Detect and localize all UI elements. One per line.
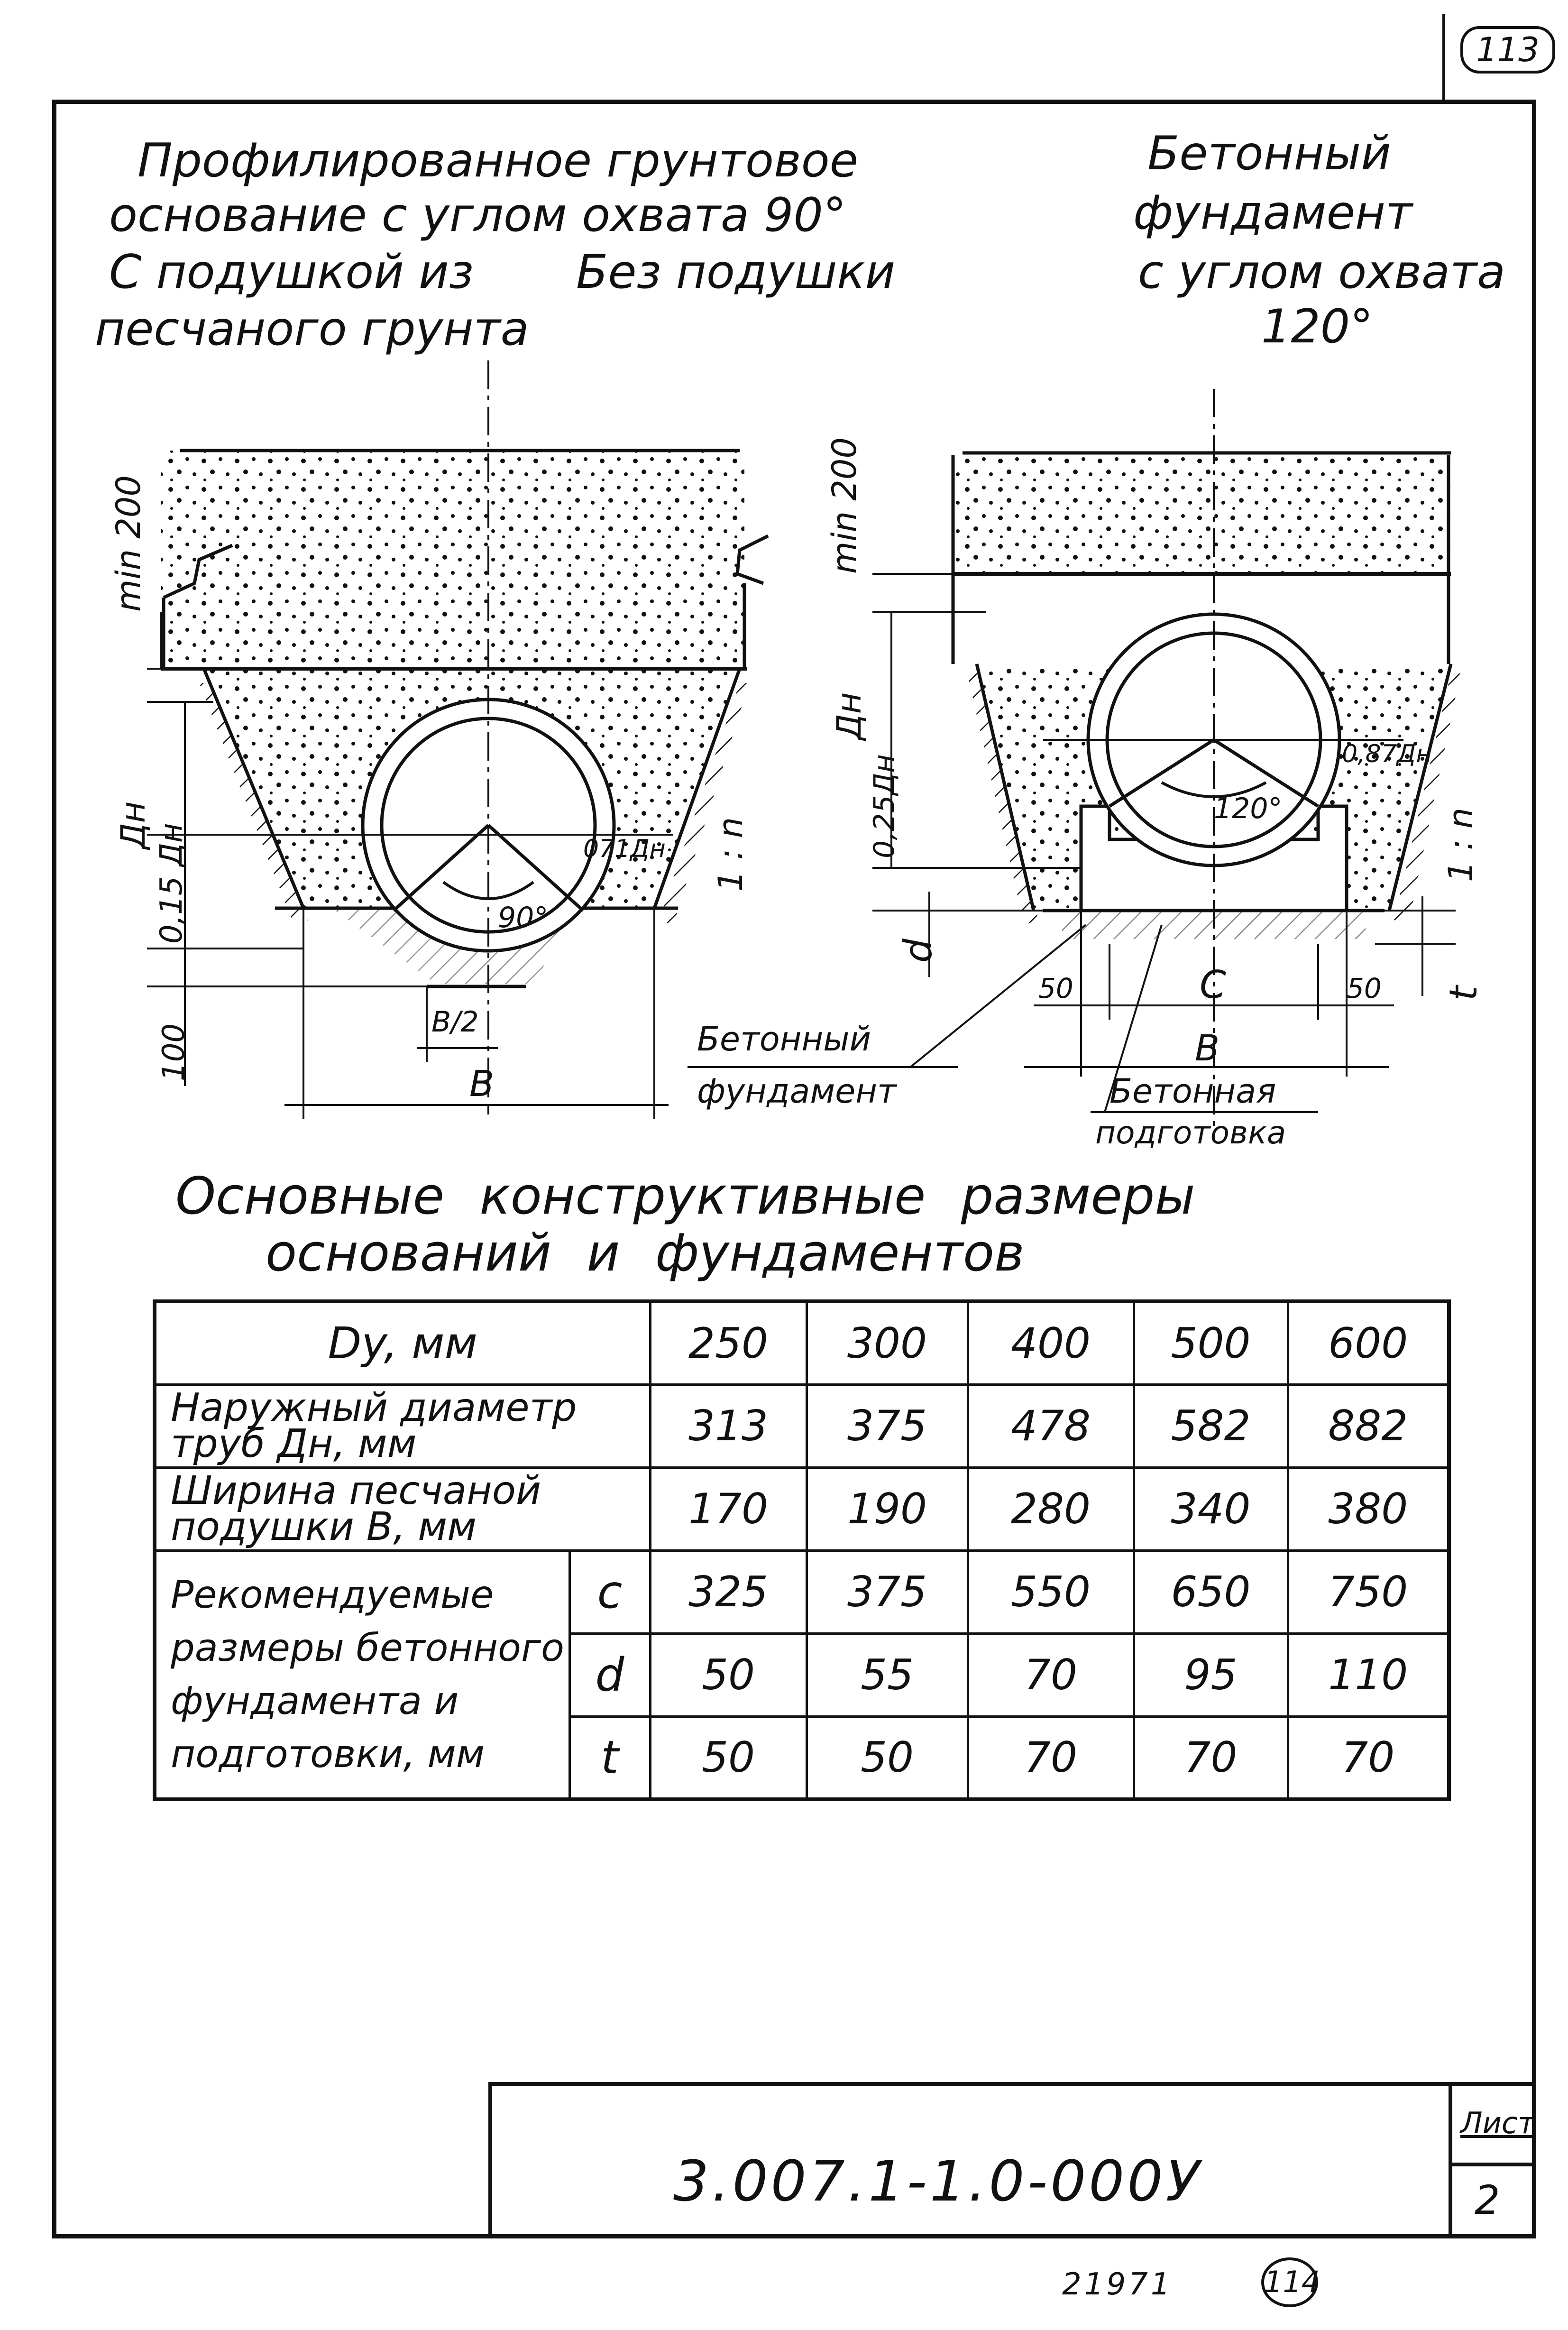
table-cell: 50 xyxy=(650,1716,807,1799)
dim-left-dn: Дн xyxy=(114,801,153,849)
dim-right-50-left: 50 xyxy=(1038,972,1073,1004)
col-header: 250 xyxy=(650,1301,807,1384)
table-cell: 582 xyxy=(1134,1384,1288,1467)
dim-right-50-right: 50 xyxy=(1347,972,1382,1004)
table-cell: 70 xyxy=(968,1716,1134,1799)
label-foundation-2: фундамент xyxy=(697,1072,897,1111)
sheet-number: 2 xyxy=(1475,2177,1500,2223)
table-cell: 55 xyxy=(807,1633,968,1716)
table-cell: 190 xyxy=(807,1467,968,1550)
table-header-row xyxy=(155,1301,1449,1384)
header-left-line2: основание с углом охвата 90° xyxy=(109,188,846,242)
table-cell: 50 xyxy=(650,1633,807,1716)
header-right-line2: фундамент xyxy=(1133,186,1413,240)
table-cell: 70 xyxy=(1288,1716,1449,1799)
table-cell: 95 xyxy=(1134,1633,1288,1716)
header-right-line3: с углом охвата xyxy=(1138,245,1506,299)
table-cell: 750 xyxy=(1288,1550,1449,1633)
table-cell: 325 xyxy=(650,1550,807,1633)
table-cell: 110 xyxy=(1288,1633,1449,1716)
table-row-outer xyxy=(155,1384,1449,1467)
dim-right-025dn: 0,25Дн xyxy=(868,754,901,858)
label-prep-2: подготовка xyxy=(1095,1114,1286,1151)
table-cell: 50 xyxy=(807,1716,968,1799)
table-title-line2: оснований и фундаментов xyxy=(266,1224,1025,1283)
header-right-line1: Бетонный xyxy=(1147,127,1391,181)
table-cell: 380 xyxy=(1288,1467,1449,1550)
page-number-top: 113 xyxy=(1460,26,1555,74)
table-cell: 650 xyxy=(1134,1550,1288,1633)
label-foundation-1: Бетонный xyxy=(697,1020,871,1059)
slope-left: 1 : n xyxy=(711,817,750,892)
dim-left-100: 100 xyxy=(156,1023,192,1081)
row-sym-t: t xyxy=(569,1716,650,1799)
col-header: 400 xyxy=(968,1301,1134,1384)
dim-right-min200: min 200 xyxy=(825,437,864,574)
header-dy: Dy, мм xyxy=(155,1301,650,1384)
label-prep-1: Бетонная xyxy=(1110,1072,1276,1111)
dim-right-dn: Дн xyxy=(830,692,869,740)
row-label-outer: Наружный диаметр труб Дн, мм xyxy=(155,1384,650,1467)
circled-page-number: 114 xyxy=(1261,2257,1318,2307)
row-sym-d: d xyxy=(569,1633,650,1716)
table-row-c xyxy=(155,1550,1449,1633)
sheet-divider xyxy=(1449,2163,1536,2166)
inventory-number: 21971 xyxy=(1062,2267,1173,2302)
header-left-line4: песчаного грунта xyxy=(95,302,529,356)
angle-left: 90° xyxy=(498,901,549,934)
dim-left-b: B xyxy=(469,1062,495,1105)
dim-left-015dn: 0,15 Дн xyxy=(154,823,189,944)
angle-right: 120° xyxy=(1214,792,1283,825)
row-label-width: Ширина песчаной подушки B, мм xyxy=(155,1467,650,1550)
header-left-line1: Профилированное грунтовое xyxy=(138,134,859,188)
sheet-label: Лист xyxy=(1460,2106,1535,2140)
slope-right: 1 : n xyxy=(1441,808,1480,882)
row-sym-c: c xyxy=(569,1550,650,1633)
dim-right-t: t xyxy=(1441,985,1485,1001)
dim-right-d: d xyxy=(896,939,940,963)
row-label-group: Рекомендуемые размеры бетонного фундамента и подготовки, мм xyxy=(155,1550,569,1799)
table-cell: 882 xyxy=(1288,1384,1449,1467)
table-cell: 70 xyxy=(968,1633,1134,1716)
dim-left-min200: min 200 xyxy=(109,475,148,612)
header-left-line3a: С подушкой из xyxy=(109,245,474,299)
table-cell: 70 xyxy=(1134,1716,1288,1799)
col-header: 300 xyxy=(807,1301,968,1384)
table-title-line1: Основные конструктивные размеры xyxy=(175,1167,1195,1226)
table-cell: 280 xyxy=(968,1467,1134,1550)
document-code: 3.007.1-1.0-000У xyxy=(673,2148,1203,2214)
table-cell: 375 xyxy=(807,1384,968,1467)
col-header: 600 xyxy=(1288,1301,1449,1384)
dim-right-b: B xyxy=(1195,1027,1220,1069)
col-header: 500 xyxy=(1134,1301,1288,1384)
table-cell: 478 xyxy=(968,1384,1134,1467)
dim-left-b2: B/2 xyxy=(431,1005,479,1039)
table-row-width xyxy=(155,1467,1449,1550)
table-cell: 375 xyxy=(807,1550,968,1633)
table-cell: 170 xyxy=(650,1467,807,1550)
dim-right-c: C xyxy=(1200,963,1226,1007)
header-right-line4: 120° xyxy=(1261,300,1374,354)
table-cell: 550 xyxy=(968,1550,1134,1633)
dim-left-071dn: 071Дн xyxy=(583,835,666,863)
table-cell: 313 xyxy=(650,1384,807,1467)
dim-right-087dn: 0,87Дн xyxy=(1342,740,1432,768)
table-cell: 340 xyxy=(1134,1467,1288,1550)
header-left-line3b: Без подушки xyxy=(576,245,896,299)
dimensions-table xyxy=(153,1299,1451,1801)
